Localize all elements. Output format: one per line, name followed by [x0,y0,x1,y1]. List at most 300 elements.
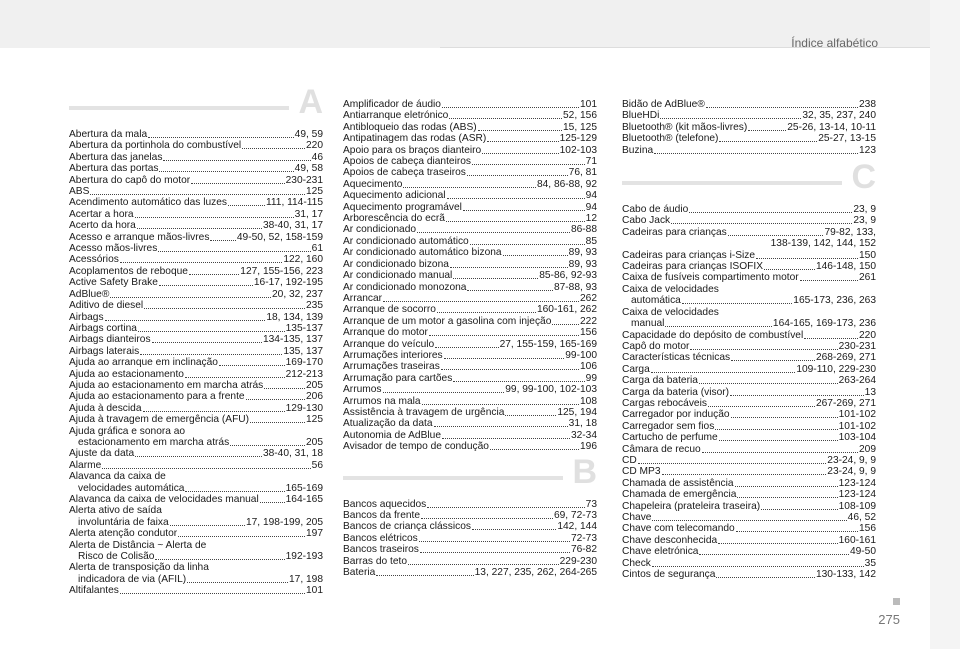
entry-pages: 23, 9 [853,215,876,227]
entry-term: Caixa de fusíveis compartimento motor [622,272,799,284]
entry-term: Acertar a hora [69,208,134,220]
index-entry-continuation: Alerta de transposição da linha [69,562,209,574]
index-entry [622,318,876,329]
index-entry [622,341,876,352]
entry-pages: 101-102 [838,420,876,432]
entry-pages: 196 [580,441,597,453]
section-header-c [622,158,876,204]
index-entry [343,145,597,156]
entry-term: Active Safety Brake [69,277,158,289]
index-entry [343,224,597,235]
entry-term: Airbags laterais [69,345,140,357]
entry-term: Chamada de emergência [622,489,737,501]
section-rule [69,106,289,110]
index-column-1 [69,83,323,597]
entry-pages: 106 [580,361,597,373]
index-entry [69,220,323,231]
index-entry [622,133,876,144]
entry-term: CD [622,454,637,466]
entry-pages: 220 [306,140,323,152]
entry-term: Arrumos [343,384,382,396]
entry-pages: 94 [585,201,597,213]
entry-term: Cintos de segurança [622,569,716,581]
entry-term: Antipatinagem das rodas (ASR) [343,133,487,145]
leader-dots [135,448,262,457]
leader-dots [503,247,568,256]
index-entry [69,152,323,163]
leader-dots [152,334,262,343]
leader-dots [748,122,786,131]
entry-term: Aquecimento [343,178,403,190]
entry-pages: 263-264 [838,375,876,387]
page-number-text: 275 [878,612,900,627]
leader-dots [427,499,584,508]
leader-dots [159,277,253,286]
section-header-b [343,452,597,499]
leader-dots [731,409,838,418]
entry-term: Alarme [69,459,102,471]
entry-pages: 156 [859,523,876,535]
entry-pages: 89, 93 [568,258,597,270]
entry-pages: 125 [306,186,323,198]
leader-dots [552,316,579,325]
index-entry [69,277,323,288]
index-entry [343,441,597,452]
index-entry [343,156,597,167]
entry-term: Aquecimento adicional [343,190,446,202]
entry-pages: 102-103 [559,144,597,156]
entry-pages: 127, 155-156, 223 [240,265,323,277]
leader-dots [652,558,864,567]
leader-dots [138,323,285,332]
entry-pages: 79-82, 133, [824,226,876,238]
index-entry [69,346,323,357]
entry-term: Acessórios [69,254,119,266]
index-entry [622,204,876,215]
entry-term: Ajuda à descida [69,402,142,414]
entry-pages: 142, 144 [557,521,597,533]
index-entry [622,295,876,306]
entry-term: Ajuda ao estacionamento para a frente [69,391,245,403]
entry-pages: 87-88, 93 [553,281,597,293]
entry-term: Câmara de recuo [622,443,701,455]
entry-pages: 35 [864,557,876,569]
entry-pages: 267-269, 271 [815,397,876,409]
entry-term: Barras do teto [343,555,407,567]
leader-dots [246,391,305,400]
entry-term: Arranque do motor [343,327,428,339]
entry-pages: 123-124 [838,477,876,489]
index-entry [622,444,876,455]
leader-dots [453,270,538,279]
section-header-a [69,83,323,129]
entry-term: Apoios de cabeça traseiros [343,167,466,179]
leader-dots [422,396,579,405]
leader-dots [135,209,294,218]
entry-term: Airbags [69,311,104,323]
entry-pages: 25-26, 13-14, 10-11 [787,121,876,133]
index-entry [69,574,323,585]
index-entry [69,323,323,334]
index-entry-continuation: Caixa de velocidades [622,306,719,318]
entry-pages: 125-129 [559,133,597,145]
entry-pages: 71 [585,156,597,168]
index-entry [622,352,876,363]
leader-dots [730,387,864,396]
entry-term: Bidão de AdBlue® [622,99,705,110]
leader-dots [148,129,294,138]
section-letter: A [298,83,323,121]
index-entry [622,272,876,283]
entry-term: Arranque do veículo [343,338,435,350]
entry-term: Chamada de assistência [622,477,734,489]
index-entry-continuation: 138-139, 142, 144, 152 [770,238,876,250]
entry-pages: 123-124 [838,489,876,501]
entry-term: Abertura da portinhola do combustível [69,140,242,152]
leader-dots [665,318,771,327]
entry-pages: 205 [306,379,323,391]
leader-dots [191,175,284,184]
entry-pages: 165-173, 236, 263 [793,295,876,307]
index-entry [622,512,876,523]
entry-term: Abertura das janelas [69,151,163,163]
entry-term: velocidades automática [78,482,185,494]
index-entry [622,387,876,398]
leader-dots [408,556,559,565]
leader-dots [163,152,310,161]
entry-pages: 61 [311,243,323,255]
entry-pages: 122, 160 [283,254,323,266]
entry-pages: 89, 93 [568,247,597,259]
leader-dots [660,110,801,119]
entry-term: Ajuda ao arranque em inclinação [69,357,218,369]
entry-pages: 99-100 [565,349,597,361]
entry-term: Ar condicionado automático bizona [343,247,502,259]
entry-pages: 156 [580,327,597,339]
page-header-title: Índice alfabético [791,36,878,50]
entry-term: Cabo de áudio [622,204,689,216]
entry-term: Apoios de cabeça dianteiros [343,156,471,168]
leader-dots [189,266,239,275]
entry-pages: 49-50, 52, 158-159 [236,231,323,243]
entry-pages: 109-110, 229-230 [796,363,876,375]
entry-pages: 73 [585,498,597,510]
entry-pages: 134-135, 137 [262,334,323,346]
leader-dots [383,293,579,302]
entry-term: Alavanca da caixa de velocidades manual [69,494,259,505]
entry-pages: 205 [306,436,323,448]
leader-dots [470,236,585,245]
entry-term: Alerta atenção condutor [69,528,178,540]
leader-dots [761,501,837,510]
entry-term: Aquecimento programável [343,201,462,213]
entry-pages: 108 [580,395,597,407]
entry-pages: 160-161 [838,534,876,546]
leader-dots [170,517,245,526]
index-entry [343,373,597,384]
index-entry [343,533,597,544]
entry-pages: 206 [306,391,323,403]
leader-dots [654,145,858,154]
entry-term: CD MP3 [622,466,661,478]
index-entry [69,163,323,174]
index-entry [343,339,597,350]
entry-term: Ajuste da data [69,448,135,460]
entry-term: ABS [69,186,90,198]
entry-pages: 101-102 [838,409,876,421]
index-entry [69,551,323,562]
entry-pages: 229-230 [559,555,597,567]
index-entry [343,190,597,201]
entry-pages: 99 [585,372,597,384]
index-list [622,204,876,580]
entry-term: Arrumação para cartões [343,372,453,384]
leader-dots [446,213,585,222]
index-column-3 [622,95,876,580]
index-entry [343,350,597,361]
section-rule [343,476,563,480]
index-entry [69,289,323,300]
leader-dots [242,140,305,149]
index-entry [622,99,876,110]
index-entry [69,254,323,265]
index-entry [69,209,323,220]
entry-pages: 230-231 [838,340,876,352]
entry-term: Arborescência do ecrã [343,213,445,225]
entry-pages: 111, 114-115 [265,197,323,209]
index-entry [343,99,597,110]
index-entry [69,186,323,197]
index-entry [69,391,323,402]
entry-pages: 125, 194 [557,406,597,418]
leader-dots [719,133,817,142]
leader-dots [682,295,792,304]
entry-term: Carga [622,363,650,375]
top-divider [440,47,960,48]
entry-term: Arrumos na mala [343,395,421,407]
index-entry [622,501,876,512]
entry-pages: 69, 72-73 [553,510,597,521]
index-list [343,99,597,453]
entry-pages: 135, 137 [283,345,323,357]
entry-pages: 165-169 [285,482,323,494]
leader-dots [463,202,585,211]
leader-dots [800,272,858,281]
index-entry [343,213,597,224]
entry-pages: 49, 59 [294,129,323,140]
leader-dots [159,163,293,172]
index-entry [622,535,876,546]
entry-pages: 108-109 [838,500,876,512]
leader-dots [708,398,815,407]
leader-dots [490,441,579,450]
leader-dots [702,444,858,453]
entry-term: Chave desconhecida [622,534,718,546]
entry-term: Carregador por indução [622,409,730,421]
entry-term: involuntária de faixa [78,516,169,528]
entry-pages: 101 [580,99,597,110]
leader-dots [102,460,310,469]
leader-dots [804,330,858,339]
index-entry [343,418,597,429]
index-entry [343,236,597,247]
leader-dots [421,510,553,519]
leader-dots [140,346,282,355]
entry-term: Bancos de criança clássicos [343,521,471,533]
index-entry [69,334,323,345]
entry-term: Antiarranque eletrónico [343,110,449,122]
entry-term: Capô do motor [622,340,690,352]
index-entry [622,489,876,500]
index-entry [343,510,597,521]
index-entry [622,330,876,341]
index-entry [622,523,876,534]
entry-term: Atualização da data [343,418,433,430]
entry-pages: 209 [859,443,876,455]
entry-term: Avisador de tempo de condução [343,441,489,453]
index-entry [343,179,597,190]
leader-dots [155,551,284,560]
leader-dots [716,569,815,578]
leader-dots [376,567,473,576]
leader-dots [264,380,305,389]
index-entry [343,384,597,395]
entry-pages: 103-104 [838,432,876,444]
index-entry [343,521,597,532]
entry-pages: 212-213 [285,368,323,380]
entry-term: Bancos elétricos [343,532,418,544]
entry-term: Ar condicionado bizona [343,258,449,270]
entry-term: Bancos da frente [343,510,421,521]
leader-dots [442,99,579,108]
entry-pages: 25-27, 13-15 [818,133,876,145]
index-entry-continuation: Alavanca da caixa de [69,471,166,483]
leader-dots [250,414,305,423]
entry-term: Altifalantes [69,585,119,597]
index-entry [69,312,323,323]
leader-dots [728,227,824,236]
index-entry [622,364,876,375]
entry-pages: 85-86, 92-93 [539,270,597,282]
leader-dots [487,133,558,142]
index-entry [622,466,876,477]
leader-dots [137,220,262,229]
entry-pages: 164-165, 169-173, 236 [772,318,876,330]
index-entry [343,316,597,327]
leader-dots [453,373,584,382]
entry-pages: 32-34 [570,429,597,441]
leader-dots [731,352,815,361]
entry-term: Apoio para os braços dianteiro [343,144,482,156]
entry-pages: 164-165 [285,494,323,505]
index-entry [69,380,323,391]
index-column-2 [343,95,597,578]
entry-term: Cadeiras para crianças i-Size [622,249,756,261]
entry-term: manual [631,318,665,330]
entry-term: Airbags cortina [69,322,137,334]
index-entry [622,122,876,133]
index-entry [69,175,323,186]
leader-dots [219,357,285,366]
entry-term: Check [622,557,651,569]
entry-pages: 197 [306,528,323,540]
index-entry [69,585,323,596]
entry-term: Ajuda à travagem de emergência (AFU) [69,414,250,426]
entry-term: Cartucho de perfume [622,432,718,444]
entry-term: Capacidade do depósito de combustível [622,329,804,341]
leader-dots [651,364,796,373]
index-entry [622,455,876,466]
index-entry [69,517,323,528]
entry-pages: 23-24, 9, 9 [827,454,876,466]
index-entry [343,407,597,418]
leader-dots [736,523,858,532]
leader-dots [764,261,815,270]
entry-term: Chave com telecomando [622,523,735,535]
entry-term: Ar condicionado automático [343,235,469,247]
entry-term: indicadora de via (AFIL) [78,573,187,585]
leader-dots [419,533,570,542]
entry-pages: 38-40, 31, 18 [262,448,323,460]
index-entry [343,293,597,304]
index-entry [343,556,597,567]
index-entry [69,357,323,368]
index-entry [622,110,876,121]
index-entry [69,129,323,140]
entry-pages: 235 [306,300,323,312]
entry-pages: 46, 52 [847,512,876,523]
section-letter: C [851,158,876,197]
index-entry [622,569,876,580]
index-entry [343,247,597,258]
entry-term: Ar condicionado monozona [343,281,467,293]
entry-term: Bluetooth® (telefone) [622,133,719,145]
leader-dots [735,478,838,487]
entry-term: Arrancar [343,292,383,304]
leader-dots [144,300,305,309]
entry-term: Antibloqueio das rodas (ABS) [343,121,477,133]
leader-dots [719,432,838,441]
entry-pages: 23-24, 9, 9 [827,466,876,478]
entry-pages: 85 [585,235,597,247]
index-entry [622,375,876,386]
entry-term: Ar condicionado [343,224,417,236]
entry-pages: 17, 198-199, 205 [245,516,323,528]
entry-term: Chave eletrónica [622,546,699,558]
leader-dots [689,204,852,213]
index-entry [343,167,597,178]
page-number [878,612,900,627]
index-entry-continuation: Caixa de velocidades [622,283,719,295]
entry-pages: 222 [580,315,597,327]
entry-term: Bancos traseiros [343,544,419,556]
index-entry [622,261,876,272]
entry-term: Ar condicionado manual [343,270,453,282]
leader-dots [417,224,570,233]
entry-pages: 31, 18 [568,418,597,430]
index-entry [622,215,876,226]
entry-term: Carga da bateria [622,375,698,387]
entry-term: Airbags dianteiros [69,334,151,346]
leader-dots [690,341,837,350]
leader-dots [472,521,556,530]
page-marker [893,598,900,605]
entry-pages: 76, 81 [568,167,597,179]
section-letter: B [572,452,597,491]
index-entry [69,483,323,494]
leader-dots [699,375,838,384]
entry-term: Abertura das portas [69,163,159,175]
